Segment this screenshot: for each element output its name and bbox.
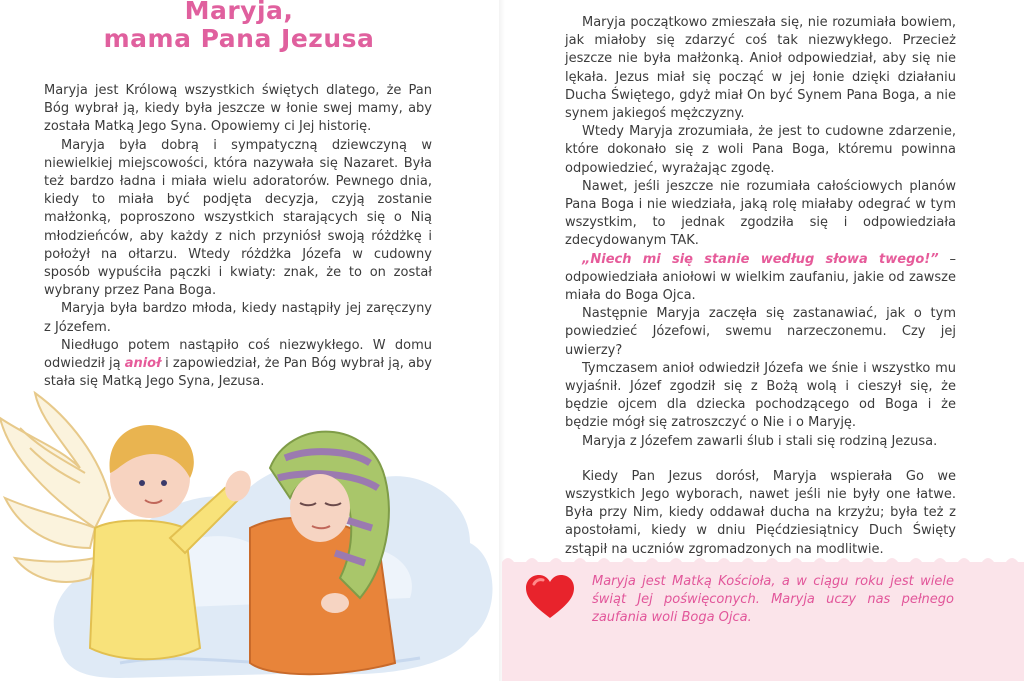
paragraph (565, 251, 956, 306)
paragraph: Maryja była dobrą i sympatyczną dziewczyną w niewielkiej miejscowości, która nazywała się Nazaret. Była też bardzo ładna i miała wielu adoratorów. Pewnego dnia, kiedy to miała być podjęta decyzja, czyją zostanie małżonką, poproszono wszystkich starających się o Nią młodzieńców, aby każdy z nich przyniósł swoją różdżkę i położył na ołtarzu. Wtedy różdżka Józefa w cudowny sposób wypuściła pączki i kwiaty: znak, że to on został wybrany przez Pana Boga. (44, 137, 432, 299)
left-body-text (44, 82, 432, 391)
quote-highlight: „Niech mi się stanie według słowa twego!” (582, 251, 939, 267)
heart-icon (524, 574, 576, 622)
highlight-word: anioł (124, 356, 161, 372)
paragraph: Wtedy Maryja zrozumiała, że jest to cudowne zdarzenie, które dokonało się z woli Pana Boga, któremu powinna odpowiedzieć, wyrażając zgodę. (565, 124, 956, 176)
paragraph: Maryja z Józefem zawarli ślub i stali się rodziną Jezusa. (582, 433, 938, 449)
left-page (0, 0, 502, 681)
paragraph: Następnie Maryja zaczęła się zastanawiać, jak o tym powiedzieć Józefowi, swemu narzeczonemu. Czy jej uwierzy? (565, 306, 956, 358)
annunciation-illustration (0, 378, 502, 681)
paragraph-text: i zapowiedział, że Pan Bóg wybrał ją, aby stała się Matką Jego Syna, Jezusa. (44, 356, 432, 390)
right-body-text (565, 14, 956, 559)
paragraph: Tymczasem anioł odwiedził Józefa we śnie i wszystko mu wyjaśnił. Józef zgodził się z Bożą wolą i cieszył się, że będzie ojcem dla dziecka pochodzącego od Boga i że będzie mógł się zatroszczyć o Nie i o Maryję. (565, 360, 956, 431)
mary-face (290, 474, 350, 542)
paragraph: Kiedy Pan Jezus dorósł, Maryja wspierała Go we wszystkich Jego wyborach, nawet jeśli nie były one łatwe. Była przy Nim, kiedy oddawał ducha na krzyżu; była też z apostołami, kiedy w dniu Pięćdziesiątnicy Duch Święty zstąpił na uczniów zgromadzonych na modlitwie. (565, 468, 956, 557)
paragraph: Maryja jest Królową wszystkich świętych dlatego, że Pan Bóg wybrał ją, kiedy była jeszcze w łonie swej mamy, aby została Matką Jego Syna. Opowiemy ci Jej historię. (44, 83, 432, 135)
callout-text: Maryja jest Matką Kościoła, a w ciągu roku jest wiele świąt Jej poświęconych. Maryja uczy nas pełnego zaufania woli Boga Ojca. (592, 574, 954, 626)
paragraph: Nawet, jeśli jeszcze nie rozumiała całościowych planów Pana Boga i nie wiedziała, jaką rolę miałaby odegrać w tym wszystkim, to jednak zgodziła się i odpowiedziała zdecydowanym TAK. (565, 178, 956, 249)
right-page (502, 0, 1024, 681)
mary-hands (321, 593, 349, 613)
page-title-line-2: mama Pana Jezusa (103, 24, 375, 53)
paragraph-text: Niedługo potem nastąpiło coś niezwykłego. W domu odwiedził ją (44, 337, 432, 372)
paragraph: Maryja początkowo zmieszała się, nie rozumiała bowiem, jak miałoby się zdarzyć coś tak niezwykłego. Przecież jeszcze nie była małżonką. Anioł odpowiedział, aby się nie lękała. Jezus miał się począć w jej łonie dzięki działaniu Ducha Świętego, gdyż miał On być Synem Pana Boga, a nie synem jakiegoś mężczyzny. (565, 15, 956, 122)
paragraph: Maryja była bardzo młoda, kiedy nastąpiły jej zaręczyny z Józefem. (44, 301, 432, 335)
page-title-line-1: Maryja, (184, 0, 294, 25)
paragraph-text: – odpowiedziała aniołowi w wielkim zaufaniu, jakie od zawsze miała do Boga Ojca. (565, 251, 956, 304)
